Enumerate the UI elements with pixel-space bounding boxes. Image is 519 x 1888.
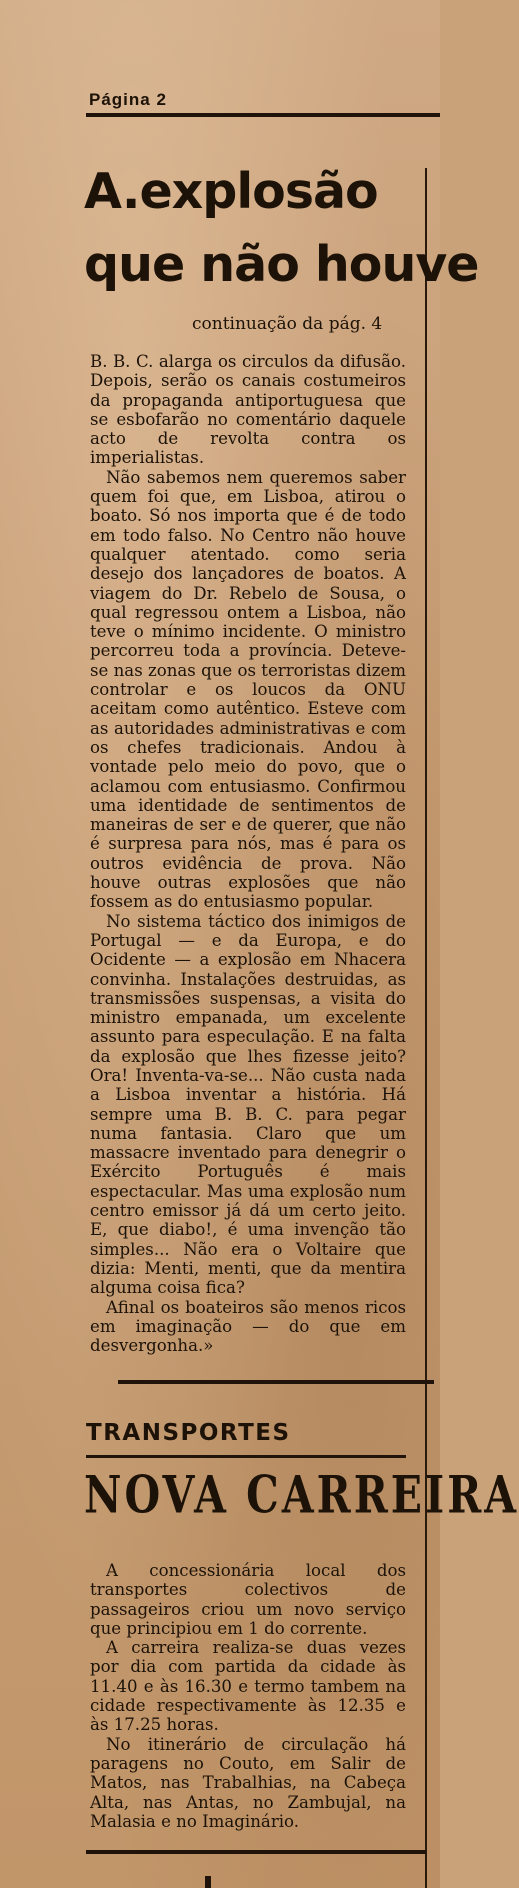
bottom-mark — [205, 1876, 211, 1888]
section-underline — [86, 1455, 406, 1458]
article-paragraph: Não sabemos nem queremos saber quem foi que, em Lisboa, atirou o boato. Só nos importa que é de todo em todo falso. No Centro não houve qualquer atentado. como seria desejo dos lançadores de boatos. A viagem do Dr. Rebelo de Sousa, o qual regressou ontem a Lisboa, não teve o mínimo incidente. O ministro percorreu toda a província. Deteve-se nas zonas que os terroristas dizem controlar e os loucos da ONU aceitam como autêntico. Esteve com as autoridades administrativas e com os chefes tradicionais. Andou à vontade pelo meio do povo, que o aclamou com entusiasmo. Confirmou uma identidade de sentimentos de maneiras de ser e de querer, que não é surpresa para nós, mas é para os outros evidência de prova. Não houve outras explosões que não fossem as do entusiasmo popular. — [90, 467, 406, 912]
continuation-note: continuação da pág. 4 — [192, 314, 383, 334]
article-paragraph: No sistema táctico dos inimigos de Portugal — e da Europa, e do Ocidente — a explosão em Nhacera convinha. Instalações destruidas, as transmissões suspensas, a visita do ministro empanada, um excelente assunto para especulação. E na falta da explosão que lhes fizesse jeito? Ora! Inventa-va-se... Não custa nada a Lisboa inventar a história. Há sempre uma B. B. C. para pegar numa fantasia. Claro que um massacre inventado para denegrir o Exército Português é mais espectacular. Mas uma explosão num centro emissor já dá um certo jeito. E, que diabo!, é uma invenção tão simples... Não era o Voltaire que dizia: Menti, menti, que da mentira alguma coisa fica? — [90, 911, 406, 1298]
headline-line-1: A.explosão — [84, 163, 378, 220]
bottom-divider — [86, 1850, 426, 1854]
article-paragraph: No itinerário de circulação há paragens no Couto, em Salir de Matos, nas Trabalhias, na Cabeça Alta, nas Antas, no Zambujal, na Malasia e no Imaginário. — [90, 1734, 406, 1831]
article-body — [90, 352, 406, 1355]
article-paragraph: Afinal os boateiros são menos ricos em imaginação — do que em desvergonha.» — [90, 1297, 406, 1356]
section-label: TRANSPORTES — [86, 1420, 291, 1446]
column-divider — [425, 168, 427, 1888]
header-rule — [86, 113, 440, 117]
article-paragraph: A carreira realiza-se duas vezes por dia com partida da cidade às 11.40 e às 16.30 e termo tambem na cidade respectivamente às 12.35 e às 17.25 horas. — [90, 1638, 406, 1735]
article-title: NOVA CARREIRA — [84, 1465, 519, 1525]
article-paragraph: A concessionária local dos transportes colectivos de passageiros criou um novo serviço que principiou em 1 do corrente. — [90, 1561, 406, 1638]
article-body — [90, 1561, 406, 1831]
section-divider — [118, 1380, 434, 1384]
article-paragraph: B. B. C. alarga os circulos da difusão. Depois, serão os canais costumeiros da propaganda antiportuguesa que se esbofarão no comentário daquele acto de revolta contra os imperialistas. — [90, 352, 406, 468]
headline-line-2: que não houve — [84, 236, 479, 293]
page-number-label: Página 2 — [89, 90, 167, 109]
